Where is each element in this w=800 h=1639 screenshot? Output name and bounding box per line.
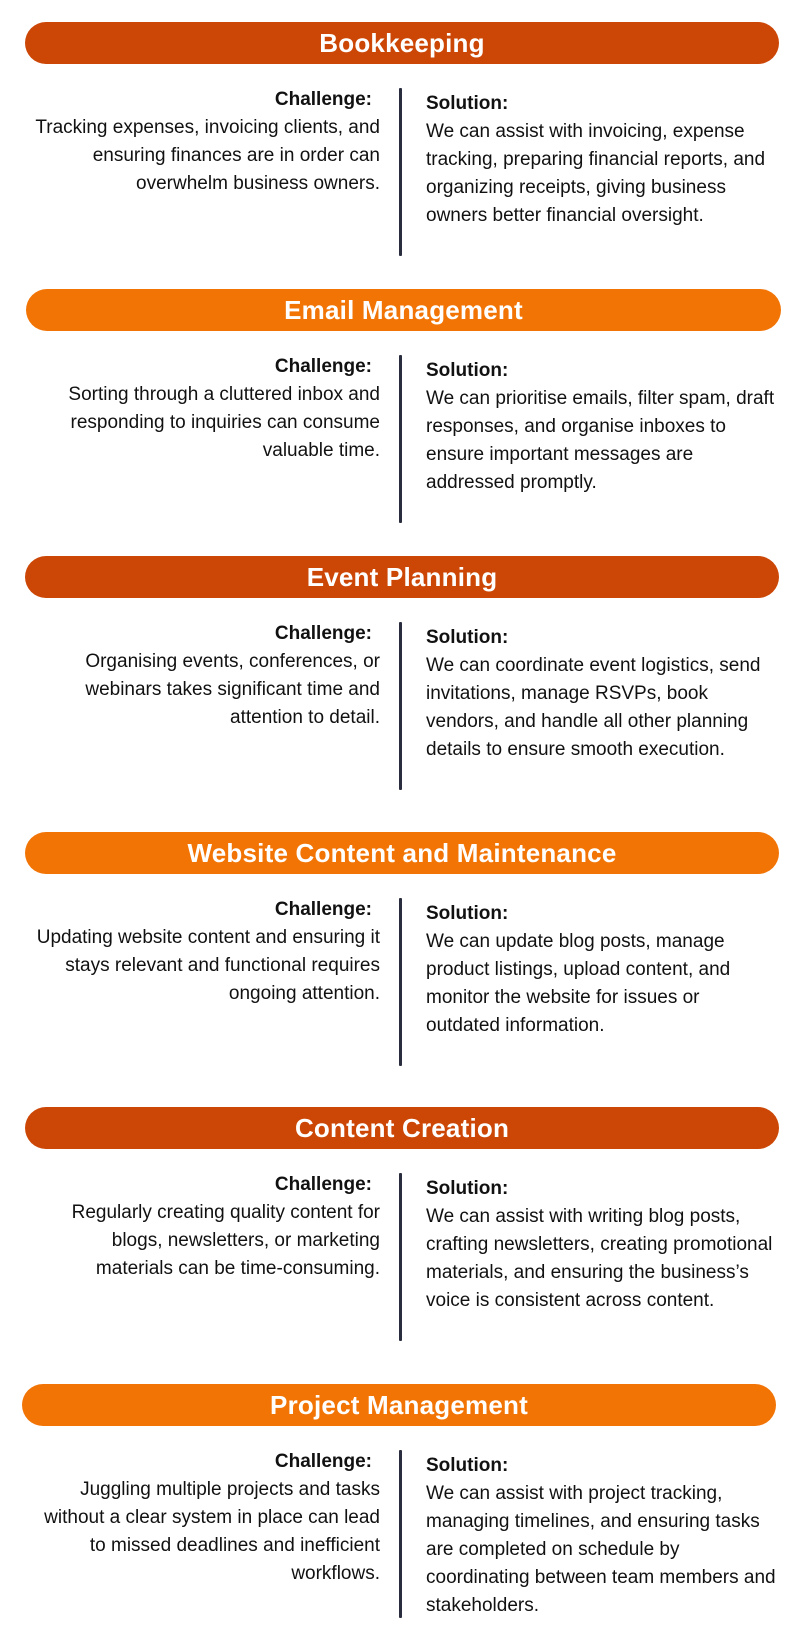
section-title: Event Planning	[306, 561, 498, 592]
section-website-content	[0, 810, 800, 1080]
challenge-text: Organising events, conferences, or webinars takes significant time and attention to detail.	[85, 651, 380, 728]
challenge-text: Tracking expenses, invoicing clients, and ensuring finances are in order can overwhelm business owners.	[35, 117, 380, 194]
solution-text: We can update blog posts, manage product listings, upload content, and monitor the website for issues or outdated information.	[426, 931, 731, 1036]
section-title: Email Management	[284, 294, 523, 325]
solution-heading: Solution:	[426, 360, 509, 381]
section-title: Content Creation	[294, 1112, 510, 1143]
section-title-banner	[22, 1384, 776, 1426]
divider	[399, 1450, 402, 1618]
divider	[399, 622, 402, 790]
challenge-block	[30, 1171, 380, 1283]
section-title-banner	[25, 556, 779, 598]
challenge-block	[30, 1448, 380, 1588]
challenge-text: Updating website content and ensuring it stays relevant and functional requires ongoing attention.	[36, 927, 380, 1004]
solution-text: We can assist with project tracking, managing timelines, and ensuring tasks are completed on schedule by coordinating between team members and stakeholders.	[426, 1483, 776, 1616]
solution-block	[426, 624, 776, 764]
solution-text: We can prioritise emails, filter spam, draft responses, and organise inboxes to ensure important messages are addressed promptly.	[426, 388, 775, 493]
challenge-heading: Challenge:	[274, 356, 372, 377]
challenge-heading: Challenge:	[274, 89, 372, 110]
section-title-banner	[25, 1107, 779, 1149]
solution-block	[426, 357, 776, 497]
challenge-heading: Challenge:	[274, 899, 372, 920]
challenge-block	[30, 620, 380, 732]
challenge-heading: Challenge:	[274, 623, 372, 644]
divider	[399, 355, 402, 523]
solution-heading: Solution:	[426, 1455, 509, 1476]
section-event-planning	[0, 534, 800, 804]
section-title-banner	[26, 289, 781, 331]
challenge-text: Sorting through a cluttered inbox and responding to inquiries can consume valuable time.	[68, 384, 380, 461]
solution-text: We can coordinate event logistics, send invitations, manage RSVPs, book vendors, and handle all other planning details to ensure smooth execution.	[426, 655, 761, 760]
section-title-banner	[25, 832, 779, 874]
section-project-management	[0, 1362, 800, 1632]
section-title: Project Management	[270, 1389, 528, 1420]
solution-block	[426, 1452, 776, 1620]
solution-heading: Solution:	[426, 627, 509, 648]
solution-heading: Solution:	[426, 93, 509, 114]
solution-heading: Solution:	[426, 903, 509, 924]
solution-block	[426, 1175, 776, 1315]
solution-text: We can assist with invoicing, expense tracking, preparing financial reports, and organizing receipts, giving business owners better financial oversight.	[426, 121, 766, 226]
divider	[399, 88, 402, 256]
divider	[399, 898, 402, 1066]
section-title: Bookkeeping	[319, 27, 485, 58]
solution-heading: Solution:	[426, 1178, 509, 1199]
challenge-heading: Challenge:	[274, 1174, 372, 1195]
solution-text: We can assist with writing blog posts, crafting newsletters, creating promotional materials, and ensuring the business’s voice is consistent across content.	[426, 1206, 773, 1311]
challenge-block	[30, 353, 380, 465]
section-content-creation	[0, 1085, 800, 1355]
section-email-management	[0, 267, 800, 537]
section-title-banner	[25, 22, 779, 64]
challenge-block	[30, 896, 380, 1008]
challenge-text: Regularly creating quality content for blogs, newsletters, or marketing materials can be time-consuming.	[71, 1202, 380, 1279]
solution-block	[426, 900, 776, 1040]
challenge-block	[30, 86, 380, 198]
section-bookkeeping	[0, 0, 800, 270]
solution-block	[426, 90, 776, 230]
challenge-text: Juggling multiple projects and tasks without a clear system in place can lead to missed deadlines and inefficient workflows.	[44, 1479, 380, 1584]
section-title: Website Content and Maintenance	[187, 837, 617, 868]
divider	[399, 1173, 402, 1341]
challenge-heading: Challenge:	[274, 1451, 372, 1472]
